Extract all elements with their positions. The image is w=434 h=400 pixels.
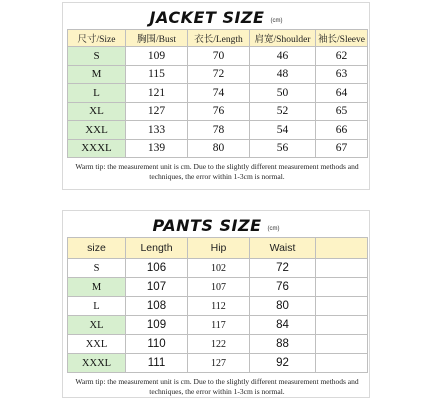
- table-row: [68, 259, 368, 278]
- table-row: [68, 335, 368, 354]
- jacket-sleeve-cell: 62: [316, 47, 368, 66]
- pants-size-cell: S: [68, 259, 126, 278]
- pants-table: [67, 237, 368, 373]
- pants-waist-cell: 84: [250, 316, 316, 335]
- jacket-title: JACKET SIZE: [149, 8, 265, 27]
- table-row: [68, 102, 368, 121]
- pants-size-cell: XXL: [68, 335, 126, 354]
- jacket-header-length: 衣长/Length: [188, 30, 250, 47]
- table-row: [68, 139, 368, 158]
- pants-length-cell: 106: [126, 259, 188, 278]
- jacket-bust-cell: 121: [126, 84, 188, 103]
- pants-header-waist: Waist: [250, 238, 316, 259]
- jacket-sleeve-cell: 66: [316, 121, 368, 140]
- pants-size-cell: XL: [68, 316, 126, 335]
- jacket-shoulder-cell: 52: [250, 102, 316, 121]
- jacket-sleeve-cell: 63: [316, 65, 368, 84]
- pants-header-row: [68, 238, 368, 259]
- pants-unit: (cm): [267, 226, 280, 232]
- pants-empty-cell: [316, 335, 368, 354]
- jacket-bust-cell: 139: [126, 139, 188, 158]
- pants-header-hip: Hip: [188, 238, 250, 259]
- jacket-sleeve-cell: 65: [316, 102, 368, 121]
- pants-empty-cell: [316, 259, 368, 278]
- pants-warm-tip: Warm tip: the measurement unit is cm. Due to the slightly different measurement methods and techniques, the error within 1-3cm is normal.: [75, 377, 359, 396]
- jacket-bust-cell: 133: [126, 121, 188, 140]
- jacket-header-shoulder: 肩宽/Shoulder: [250, 30, 316, 47]
- pants-hip-cell: 117: [188, 316, 250, 335]
- pants-size-chart: [62, 210, 370, 398]
- pants-length-cell: 109: [126, 316, 188, 335]
- pants-header-size: size: [68, 238, 126, 259]
- jacket-sleeve-cell: 67: [316, 139, 368, 158]
- jacket-length-cell: 76: [188, 102, 250, 121]
- pants-length-cell: 110: [126, 335, 188, 354]
- jacket-size-cell: XL: [68, 102, 126, 121]
- jacket-length-cell: 78: [188, 121, 250, 140]
- table-row: [68, 65, 368, 84]
- jacket-size-cell: XXXL: [68, 139, 126, 158]
- jacket-header-size: 尺寸/Size: [68, 30, 126, 47]
- jacket-warm-tip: Warm tip: the measurement unit is cm. Due to the slightly different measurement methods and techniques, the error within 1-3cm is normal.: [75, 162, 359, 181]
- pants-header-length: Length: [126, 238, 188, 259]
- jacket-header-bust: 胸围/Bust: [126, 30, 188, 47]
- jacket-sleeve-cell: 64: [316, 84, 368, 103]
- jacket-length-cell: 70: [188, 47, 250, 66]
- table-row: [68, 354, 368, 373]
- jacket-length-cell: 80: [188, 139, 250, 158]
- jacket-title-row: [63, 3, 369, 29]
- jacket-length-cell: 72: [188, 65, 250, 84]
- pants-waist-cell: 76: [250, 278, 316, 297]
- table-row: [68, 84, 368, 103]
- jacket-table: [67, 29, 368, 158]
- pants-empty-cell: [316, 297, 368, 316]
- jacket-shoulder-cell: 54: [250, 121, 316, 140]
- table-row: [68, 278, 368, 297]
- pants-size-cell: XXXL: [68, 354, 126, 373]
- pants-title: PANTS SIZE: [152, 216, 262, 235]
- pants-title-row: [63, 211, 369, 237]
- jacket-size-cell: S: [68, 47, 126, 66]
- pants-waist-cell: 72: [250, 259, 316, 278]
- pants-waist-cell: 80: [250, 297, 316, 316]
- pants-hip-cell: 112: [188, 297, 250, 316]
- pants-size-cell: M: [68, 278, 126, 297]
- pants-empty-cell: [316, 354, 368, 373]
- jacket-shoulder-cell: 56: [250, 139, 316, 158]
- jacket-bust-cell: 115: [126, 65, 188, 84]
- pants-header-empty: [316, 238, 368, 259]
- pants-size-cell: L: [68, 297, 126, 316]
- pants-empty-cell: [316, 316, 368, 335]
- jacket-shoulder-cell: 50: [250, 84, 316, 103]
- jacket-header-row: [68, 30, 368, 47]
- table-row: [68, 121, 368, 140]
- jacket-shoulder-cell: 46: [250, 47, 316, 66]
- pants-length-cell: 108: [126, 297, 188, 316]
- jacket-shoulder-cell: 48: [250, 65, 316, 84]
- table-row: [68, 297, 368, 316]
- pants-empty-cell: [316, 278, 368, 297]
- pants-hip-cell: 107: [188, 278, 250, 297]
- jacket-bust-cell: 127: [126, 102, 188, 121]
- pants-hip-cell: 102: [188, 259, 250, 278]
- jacket-size-cell: L: [68, 84, 126, 103]
- pants-waist-cell: 92: [250, 354, 316, 373]
- pants-waist-cell: 88: [250, 335, 316, 354]
- table-row: [68, 316, 368, 335]
- pants-hip-cell: 127: [188, 354, 250, 373]
- table-row: [68, 47, 368, 66]
- pants-length-cell: 107: [126, 278, 188, 297]
- jacket-length-cell: 74: [188, 84, 250, 103]
- jacket-bust-cell: 109: [126, 47, 188, 66]
- jacket-size-cell: M: [68, 65, 126, 84]
- pants-length-cell: 111: [126, 354, 188, 373]
- pants-hip-cell: 122: [188, 335, 250, 354]
- jacket-unit: (cm): [270, 18, 283, 24]
- jacket-size-cell: XXL: [68, 121, 126, 140]
- jacket-header-sleeve: 袖长/Sleeve: [316, 30, 368, 47]
- jacket-size-chart: [62, 2, 370, 190]
